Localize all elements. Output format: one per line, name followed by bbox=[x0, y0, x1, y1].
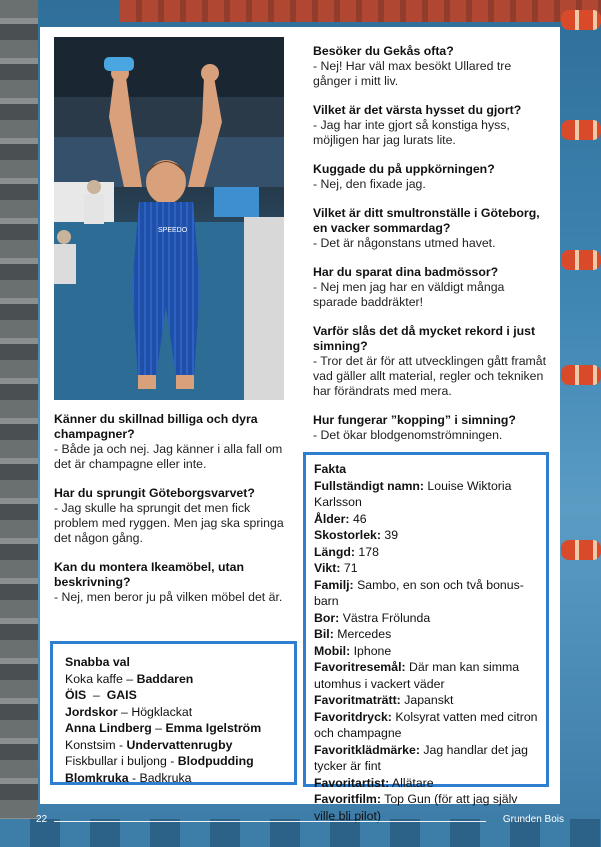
answer: - Jag har inte gjort så konstiga hyss, möjligen har jag lurats lite. bbox=[313, 118, 510, 147]
qa-item bbox=[54, 486, 294, 546]
quick-choice-row bbox=[65, 753, 282, 770]
fact-value: Allätare bbox=[391, 775, 434, 790]
qa-item bbox=[313, 324, 548, 399]
quick-choice-row bbox=[65, 720, 282, 737]
choice-separator: - bbox=[115, 737, 127, 752]
fact-label: Vikt: bbox=[314, 561, 341, 575]
fact-label: Mobil: bbox=[314, 643, 351, 658]
fact-value: Sambo, en son och två bonus-barn bbox=[314, 577, 524, 608]
question: Kuggade du på uppkörningen? bbox=[313, 162, 495, 176]
answer: - Jag skulle ha sprungit det men fick problem med ryggen. Men jag ska springa det någon gång. bbox=[54, 501, 284, 545]
fact-value: 46 bbox=[352, 511, 367, 526]
choice-separator: – bbox=[117, 704, 132, 719]
answer: - Både ja och nej. Jag känner i alla fall om det är champagne eller inte. bbox=[54, 442, 283, 471]
answer: - Nej men jag har en väldigt många sparade baddräkter! bbox=[313, 280, 505, 309]
fact-value: 178 bbox=[358, 544, 379, 559]
pool-background-left bbox=[0, 0, 38, 847]
facts-heading: Fakta bbox=[314, 462, 347, 476]
qa-item bbox=[313, 162, 548, 192]
choice-separator: - bbox=[166, 754, 178, 768]
fact-row bbox=[314, 478, 538, 511]
choice-left: Blomkruka bbox=[65, 770, 129, 785]
answer: - Tror det är för att utvecklingen gått framåt vad gäller allt material, regler och tekniken har förändrats med mera. bbox=[313, 354, 547, 398]
fact-label: Favoritfilm: bbox=[314, 792, 381, 806]
choice-right: GAIS bbox=[106, 688, 137, 702]
choice-separator: – bbox=[122, 671, 137, 686]
answer: - Det ökar blodgenomströmningen. bbox=[313, 428, 503, 442]
quick-choices-list bbox=[65, 671, 282, 787]
quick-choice-row bbox=[65, 687, 282, 704]
qa-item bbox=[313, 206, 548, 251]
fact-row bbox=[314, 527, 538, 544]
choice-right: Undervattenrugby bbox=[126, 737, 233, 752]
lane-rope bbox=[561, 365, 601, 385]
answer: - Det är någonstans utmed havet. bbox=[313, 236, 496, 250]
fact-row bbox=[314, 610, 538, 627]
footer-brand: Grunden Bois bbox=[502, 814, 564, 825]
choice-right: Emma Igelström bbox=[165, 721, 262, 735]
fact-row bbox=[314, 511, 538, 528]
fact-label: Längd: bbox=[314, 544, 355, 559]
fact-value: Västra Frölunda bbox=[342, 610, 431, 625]
fact-value: Top Gun (för att jag själv ville bli pilot) bbox=[314, 792, 518, 823]
lane-rope bbox=[561, 540, 601, 560]
fact-value: 39 bbox=[384, 528, 399, 542]
quick-choice-row bbox=[65, 737, 282, 754]
fact-label: Favoritartist: bbox=[314, 775, 390, 790]
quick-choice-row bbox=[65, 671, 282, 688]
choice-separator: – bbox=[86, 688, 107, 702]
page-footer bbox=[36, 814, 564, 830]
qa-item bbox=[54, 412, 294, 472]
quick-choice-row bbox=[65, 704, 282, 721]
choice-left: Anna Lindberg bbox=[65, 721, 152, 735]
fact-row bbox=[314, 626, 538, 643]
choice-left: Fiskbullar i buljong bbox=[65, 754, 167, 768]
fact-row bbox=[314, 643, 538, 660]
footer-rule bbox=[54, 821, 486, 822]
quick-choices-box bbox=[50, 641, 297, 785]
fact-value: Iphone bbox=[353, 643, 392, 658]
fact-value: Kolsyrat vatten med citron och champagne bbox=[314, 709, 538, 740]
fact-row bbox=[314, 560, 538, 577]
qa-item bbox=[313, 265, 548, 310]
lane-rope bbox=[561, 120, 601, 140]
fact-row bbox=[314, 709, 538, 742]
choice-separator: – bbox=[151, 721, 166, 735]
swimmer-illustration bbox=[54, 37, 284, 400]
swimmer-photo bbox=[54, 37, 284, 400]
fact-value: Louise Wiktoria Karlsson bbox=[314, 478, 512, 509]
question: Vilket är det värsta hysset du gjort? bbox=[313, 103, 522, 117]
choice-left: Koka kaffe bbox=[65, 671, 123, 686]
choice-right: Högklackat bbox=[131, 704, 193, 719]
answer: - Nej, den fixade jag. bbox=[313, 177, 426, 191]
facts-list bbox=[314, 478, 538, 825]
fact-label: Fullständigt namn: bbox=[314, 478, 424, 493]
left-column-qa bbox=[54, 412, 294, 619]
fact-value: Mercedes bbox=[337, 627, 392, 641]
answer: - Nej, men beror ju på vilken möbel det är. bbox=[54, 590, 283, 604]
choice-right: Blodpudding bbox=[177, 754, 254, 768]
lane-rope-top bbox=[120, 0, 601, 22]
fact-label: Favoritklädmärke: bbox=[314, 742, 420, 757]
choice-right: Badkruka bbox=[139, 770, 192, 785]
qa-item bbox=[313, 103, 548, 148]
fact-value: 71 bbox=[343, 561, 358, 575]
fact-value: Japanskt bbox=[404, 693, 454, 707]
question: Kan du montera Ikeamöbel, utan beskrivning? bbox=[54, 560, 244, 589]
fact-row bbox=[314, 775, 538, 792]
choice-left: Konstsim bbox=[65, 737, 116, 752]
choice-right: Baddaren bbox=[136, 671, 194, 686]
fact-row bbox=[314, 659, 538, 692]
question: Hur fungerar ”kopping” i simning? bbox=[313, 413, 516, 427]
fact-label: Ålder: bbox=[314, 511, 350, 526]
fact-row bbox=[314, 577, 538, 610]
page-number: 22 bbox=[36, 814, 48, 825]
fact-label: Bor: bbox=[314, 610, 340, 625]
fact-label: Favoritmaträtt: bbox=[314, 693, 401, 707]
question: Besöker du Gekås ofta? bbox=[313, 44, 454, 58]
choice-separator: - bbox=[128, 770, 140, 785]
qa-item bbox=[54, 560, 294, 605]
right-column-qa bbox=[313, 44, 548, 457]
fact-label: Familj: bbox=[314, 577, 354, 592]
question: Har du sprungit Göteborgsvarvet? bbox=[54, 486, 255, 500]
quick-choices-heading: Snabba val bbox=[65, 655, 130, 669]
lane-rope bbox=[561, 250, 601, 270]
answer: - Nej! Har väl max besökt Ullared tre gånger i mitt liv. bbox=[313, 59, 512, 88]
qa-item bbox=[313, 44, 548, 89]
fact-label: Favoritresemål: bbox=[314, 660, 406, 674]
question: Vilket är ditt smultronställe i Göteborg, en vacker sommardag? bbox=[313, 206, 540, 235]
fact-label: Favoritdryck: bbox=[314, 709, 392, 724]
choice-left: Jordskor bbox=[65, 704, 118, 719]
fact-label: Bil: bbox=[314, 627, 334, 641]
fact-row bbox=[314, 742, 538, 775]
fact-value: Där man kan simma utomhus i vackert väder bbox=[314, 660, 520, 691]
choice-left: ÖIS bbox=[65, 688, 87, 702]
quick-choice-row bbox=[65, 770, 282, 787]
fact-value: Jag handlar det jag tycker är fint bbox=[314, 742, 528, 773]
qa-item bbox=[313, 413, 548, 443]
question: Varför slås det då mycket rekord i just simning? bbox=[313, 324, 536, 353]
lane-rope bbox=[561, 10, 601, 30]
fact-row bbox=[314, 692, 538, 709]
question: Känner du skillnad billiga och dyra champagner? bbox=[54, 412, 258, 441]
fact-row bbox=[314, 544, 538, 561]
suit-brand-label: SPEEDO bbox=[158, 227, 188, 234]
question: Har du sparat dina badmössor? bbox=[313, 265, 499, 279]
fact-label: Skostorlek: bbox=[314, 528, 381, 542]
